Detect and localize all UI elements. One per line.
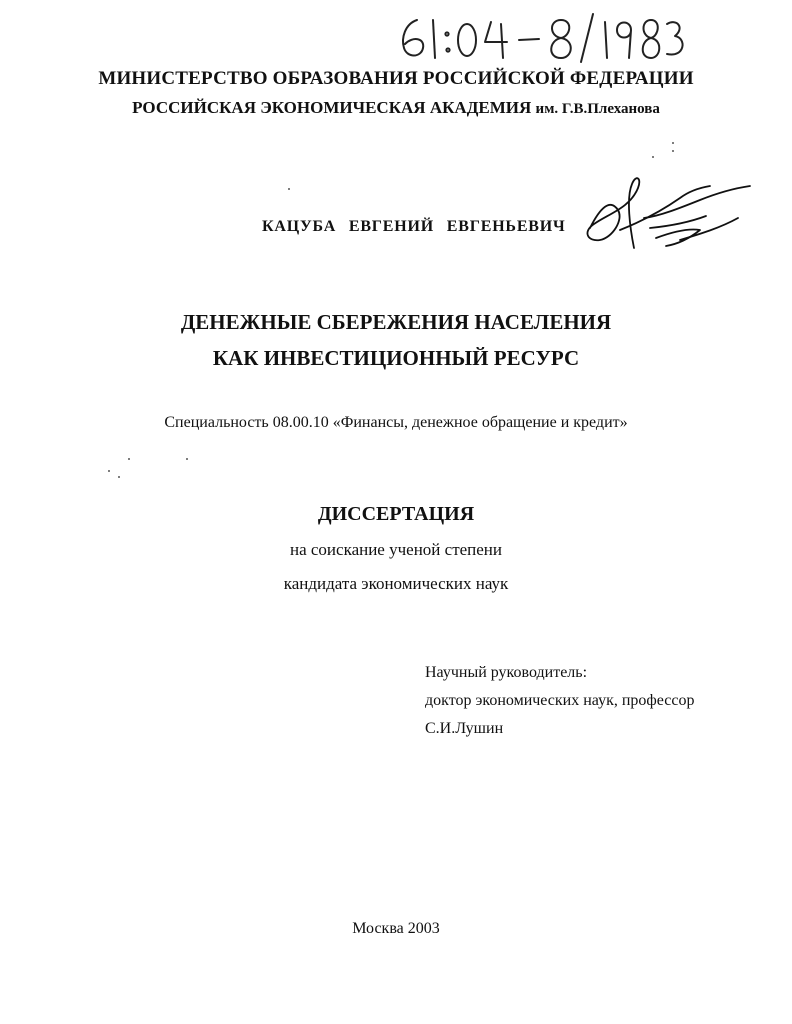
academy-name bbox=[0, 98, 792, 118]
dissertation-heading: ДИССЕРТАЦИЯ bbox=[317, 503, 475, 525]
academy-patron: им. Г.В.Плеханова bbox=[535, 101, 660, 117]
thesis-title-line-1: ДЕНЕЖНЫЕ СБЕРЕЖЕНИЯ НАСЕЛЕНИЯ bbox=[180, 310, 612, 334]
advisor-title: доктор экономических наук, профессор bbox=[425, 692, 695, 709]
scan-speck bbox=[186, 458, 188, 460]
handwritten-catalog-number bbox=[395, 8, 685, 64]
city-year: Москва 2003 bbox=[352, 920, 440, 937]
author-signature bbox=[560, 168, 760, 268]
academy-main: РОССИЙСКАЯ ЭКОНОМИЧЕСКАЯ АКАДЕМИЯ bbox=[132, 98, 532, 117]
scan-speck bbox=[652, 156, 654, 158]
specialty: Специальность 08.00.10 «Финансы, денежное обращение и кредит» bbox=[164, 414, 628, 431]
scan-speck bbox=[288, 188, 290, 190]
advisor-name: С.И.Лушин bbox=[425, 720, 504, 737]
degree-line-1: на соискание ученой степени bbox=[289, 540, 503, 559]
scan-speck bbox=[108, 470, 110, 472]
ministry-name: МИНИСТЕРСТВО ОБРАЗОВАНИЯ РОССИЙСКОЙ ФЕДЕРАЦИИ bbox=[98, 68, 694, 89]
author-name: КАЦУБА ЕВГЕНИЙ ЕВГЕНЬЕВИЧ bbox=[262, 218, 566, 235]
scan-speck bbox=[128, 458, 130, 460]
advisor-label: Научный руководитель: bbox=[425, 664, 588, 681]
scan-speck bbox=[672, 150, 674, 152]
degree-line-2: кандидата экономических наук bbox=[283, 574, 509, 593]
thesis-title-line-2: КАК ИНВЕСТИЦИОННЫЙ РЕСУРС bbox=[212, 346, 580, 370]
scan-speck bbox=[118, 476, 120, 478]
scan-speck bbox=[672, 142, 674, 144]
